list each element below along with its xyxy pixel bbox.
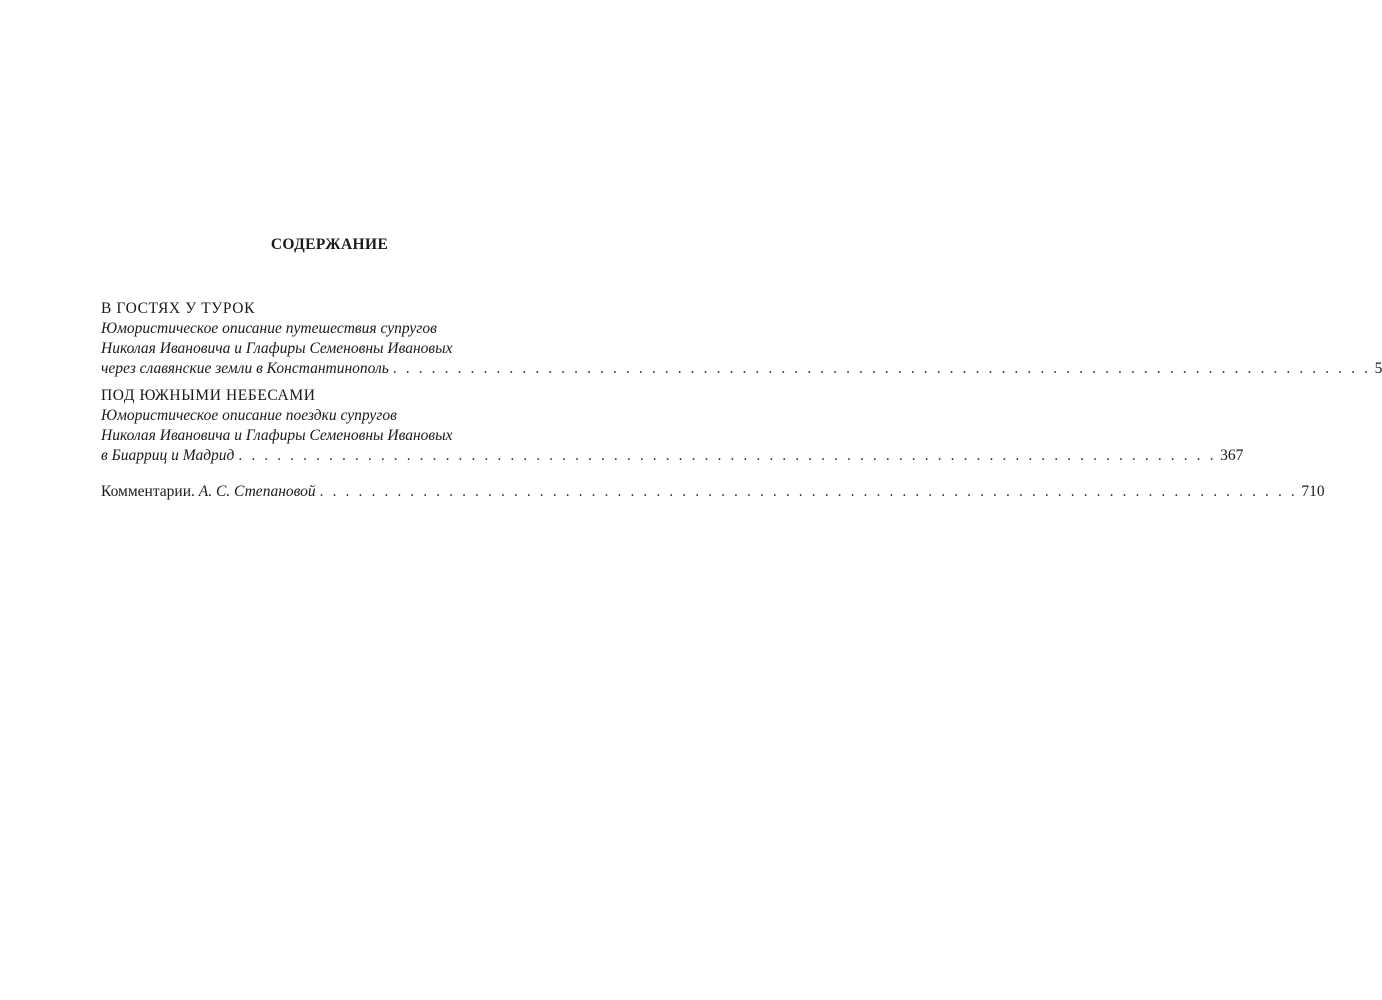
toc-entry-subtitle-line: Николая Ивановича и Глафиры Семеновны Ивановых: [101, 427, 453, 444]
toc-page-number: 367: [1220, 447, 1244, 464]
commentary-label: Комментарии.: [101, 483, 195, 500]
toc-entry-subtitle-line: Юмористическое описание поездки супругов: [101, 407, 397, 424]
table-of-contents: [101, 299, 1382, 502]
dot-leader: . . . . . . . . . . . . . . . . . . . . . . . . . . . . . . . . . . . . . . . . . . . . . . . . . . . . . . . . . . . . . . . . . . . . . . . . . . . .: [319, 483, 1298, 500]
dot-leader: . . . . . . . . . . . . . . . . . . . . . . . . . . . . . . . . . . . . . . . . . . . . . . . . . . . . . . . . . . . . . . . . . . . . . . . . . . . .: [392, 360, 1371, 377]
toc-entry-subtitle-line: через славянские земли в Константинополь: [101, 360, 389, 377]
toc-entry-subtitle-line: в Биарриц и Мадрид: [101, 447, 235, 464]
toc-entry-heading: ПОД ЮЖНЫМИ НЕБЕСАМИ: [101, 387, 316, 404]
toc-entry-subtitle-line: Николая Ивановича и Глафиры Семеновны Ивановых: [101, 340, 453, 357]
toc-entry-subtitle-line: Юмористическое описание путешествия супругов: [101, 320, 437, 337]
toc-entry: [101, 299, 1382, 379]
toc-page-number: 5: [1374, 360, 1382, 377]
commentary-author: А. С. Степановой: [198, 483, 316, 500]
toc-entry-heading: В ГОСТЯХ У ТУРОК: [101, 300, 256, 317]
toc-entry-last-line: [101, 446, 1244, 466]
toc-entry-last-line: [101, 359, 1382, 379]
toc-commentary-entry: [101, 482, 1325, 502]
toc-entry: [101, 386, 1244, 466]
toc-title: СОДЕРЖАНИЕ: [270, 236, 389, 253]
dot-leader: . . . . . . . . . . . . . . . . . . . . . . . . . . . . . . . . . . . . . . . . . . . . . . . . . . . . . . . . . . . . . . . . . . . . . . . . . . . .: [238, 447, 1217, 464]
spacer: [101, 473, 585, 482]
toc-page-number: 710: [1301, 483, 1325, 500]
